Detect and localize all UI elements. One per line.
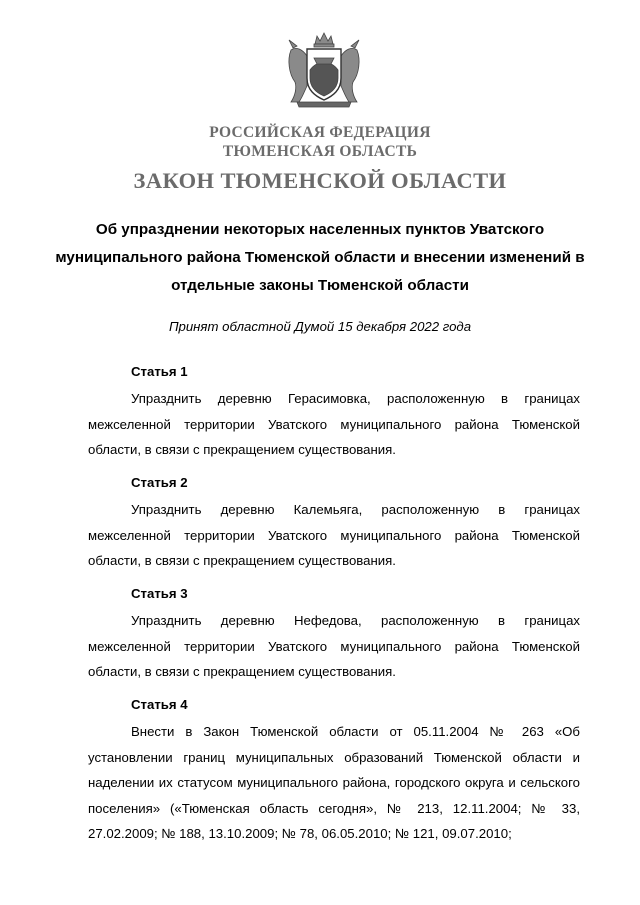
region-heading: ТЮМЕНСКАЯ ОБЛАСТЬ <box>222 143 418 160</box>
article-heading: Статья 2 <box>131 475 188 490</box>
law-title: Об упразднении некоторых населенных пунктов Уватского муниципального района Тюменской области и внесении изменений в отдельные законы Тюменской области <box>55 221 585 294</box>
tyumen-coat-of-arms-icon <box>283 30 365 110</box>
article-heading: Статья 3 <box>131 586 188 601</box>
article-text: Внести в Закон Тюменской области от 05.11.2004 № 263 «Об установлении границ муниципальных образований Тюменской области и наделении их статусом муниципального района, городского округа и сельского поселения» («Тюменская область сегодня», № 213, 12.11.2004; № 33, 27.02.2009; № 188, 13.10.2009; № 78, 06.05.2010; № 121, 09.07.2010; <box>88 724 580 841</box>
article-2 <box>88 472 580 574</box>
article-heading: Статья 1 <box>131 364 188 379</box>
article-text: Упразднить деревню Нефедова, расположенную в границах межселенной территории Уватского муниципального района Тюменской области, в связи с прекращением существования. <box>88 613 580 679</box>
adoption-note: Принят областной Думой 15 декабря 2022 года <box>168 319 472 334</box>
article-text: Упразднить деревню Герасимовка, расположенную в границах межселенной территории Уватского муниципального района Тюменской области, в связи с прекращением существования. <box>88 391 580 457</box>
article-heading: Статья 4 <box>131 697 188 712</box>
article-text: Упразднить деревню Калемьяга, расположенную в границах межселенной территории Уватского муниципального района Тюменской области, в связи с прекращением существования. <box>88 502 580 568</box>
law-type-heading: ЗАКОН ТЮМЕНСКОЙ ОБЛАСТИ <box>133 168 507 193</box>
federation-heading: РОССИЙСКАЯ ФЕДЕРАЦИЯ <box>209 124 431 141</box>
article-4 <box>88 694 580 847</box>
article-3 <box>88 583 580 685</box>
article-1 <box>88 361 580 463</box>
